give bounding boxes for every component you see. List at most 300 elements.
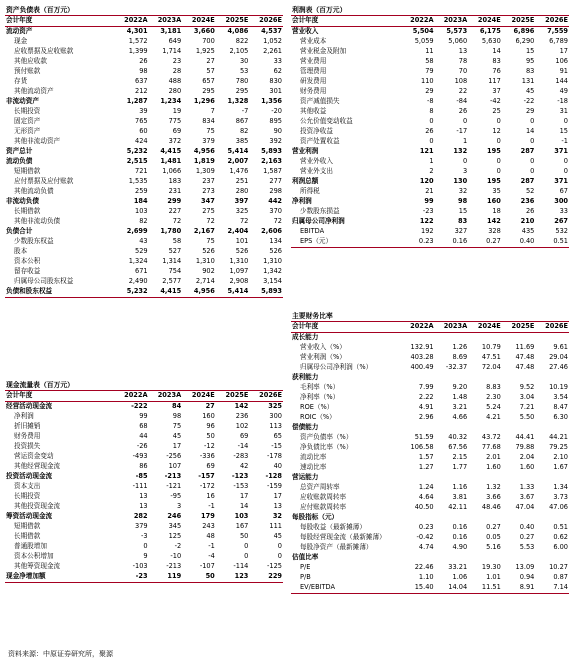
row-value: 0 — [277, 541, 282, 550]
row-value: 29.04 — [549, 352, 568, 361]
row-value: 132 — [453, 146, 468, 155]
row-value: -15 — [271, 441, 282, 450]
row-value: 7 — [210, 106, 215, 115]
row-value: 69 — [206, 461, 215, 470]
row-value: 210 — [520, 216, 535, 225]
row-value: 96 — [206, 421, 215, 430]
row-value: 9.20 — [452, 382, 468, 391]
row-value: 113 — [269, 421, 282, 430]
table-row — [291, 127, 569, 137]
row-label: 短期借款 — [14, 521, 41, 530]
table-row — [291, 157, 569, 167]
row-label: 资本支出 — [14, 481, 41, 490]
row-value: 649 — [168, 36, 182, 45]
row-value: 82 — [239, 126, 249, 135]
row-value: 5.24 — [486, 402, 501, 411]
table-row — [291, 167, 569, 177]
row-value: 2,606 — [261, 226, 282, 235]
row-value: 397 — [234, 196, 249, 205]
row-value: 72.04 — [481, 362, 501, 371]
table-row — [5, 57, 283, 67]
row-value: 0.05 — [486, 532, 501, 541]
row-value: -153 — [233, 481, 249, 490]
row-value: 3,154 — [263, 276, 282, 285]
table-row — [5, 572, 283, 582]
row-value: 8.83 — [486, 382, 501, 391]
row-value: 13 — [139, 491, 148, 500]
table-row — [5, 47, 283, 57]
row-label: EPS（元） — [291, 237, 401, 247]
header-year: 2026E — [249, 391, 283, 402]
row-value: 5,232 — [115, 287, 149, 297]
row-value: 42.11 — [448, 502, 468, 511]
row-value: -23 — [115, 572, 149, 582]
row-label: 营业利润 — [292, 146, 319, 155]
row-value: 0.27 — [486, 522, 501, 531]
row-value: 183 — [168, 176, 182, 185]
row-value: 229 — [249, 572, 283, 582]
row-value: 184 — [133, 196, 148, 205]
row-value: 83 — [492, 56, 501, 65]
row-value: 0 — [530, 166, 535, 175]
row-label: 投资净收益 — [300, 126, 333, 135]
table-row — [291, 117, 569, 127]
row-value: 142 — [234, 401, 249, 410]
row-value: -18 — [557, 96, 568, 105]
row-value: -283 — [233, 451, 249, 460]
row-label: 应付账款周转率 — [300, 502, 347, 511]
row-value: 0.16 — [435, 237, 469, 247]
row-value: 3.66 — [486, 492, 501, 501]
row-label: 折旧摊销 — [14, 421, 41, 430]
row-value: 435 — [521, 226, 535, 235]
row-value: -95 — [170, 491, 182, 500]
table-row — [291, 67, 569, 77]
row-value: 99 — [424, 196, 434, 205]
table-row — [5, 87, 283, 97]
row-value: 9.52 — [519, 382, 535, 391]
row-value: 0.51 — [553, 522, 568, 531]
row-value — [502, 473, 536, 483]
row-value: -336 — [199, 451, 215, 460]
table-row — [5, 277, 283, 287]
row-label: 营运资金变动 — [14, 451, 54, 460]
table-row — [5, 287, 283, 297]
table-row — [291, 343, 569, 353]
row-value: 2,490 — [128, 276, 148, 285]
row-label: 其他应收款 — [14, 56, 47, 65]
row-value: 0 — [563, 166, 568, 175]
row-value: 1,481 — [160, 156, 182, 165]
table-row — [291, 453, 569, 463]
row-value: 4,415 — [160, 146, 182, 155]
row-value: 0 — [530, 136, 535, 145]
row-value: 78 — [458, 56, 468, 65]
row-value: 1,587 — [263, 166, 282, 175]
row-value: 37 — [492, 86, 501, 95]
row-value: 83 — [525, 66, 535, 75]
row-value: 1,310 — [195, 256, 215, 265]
row-label: 每股指标（元） — [292, 512, 339, 521]
row-label: 应收账款周转率 — [300, 492, 347, 501]
row-value: -111 — [132, 481, 148, 490]
row-value: 47.06 — [549, 502, 568, 511]
row-value: 0 — [244, 551, 249, 560]
row-value: 69 — [239, 431, 249, 440]
row-value: 167 — [235, 521, 249, 530]
row-value: 345 — [168, 521, 182, 530]
row-value: 98 — [139, 66, 148, 75]
table-row — [5, 532, 283, 542]
row-label: 现金 — [14, 36, 28, 45]
table-row — [291, 37, 569, 47]
row-value — [435, 332, 469, 342]
row-value: 13 — [139, 501, 148, 510]
row-label: 流动负债 — [6, 156, 33, 165]
row-value: 8.47 — [553, 402, 568, 411]
table-row — [291, 413, 569, 423]
table-row — [291, 177, 569, 187]
row-label: 偿债能力 — [292, 422, 319, 431]
row-value: 0.40 — [502, 237, 536, 247]
row-value: 1,476 — [229, 166, 249, 175]
row-value: 14 — [492, 46, 501, 55]
header-year: 2024E — [182, 16, 216, 27]
row-value: 0.23 — [401, 237, 435, 247]
row-value — [535, 332, 569, 342]
header-year: 2022A — [115, 16, 149, 27]
row-value: 1 — [429, 156, 434, 165]
row-value: 108 — [454, 76, 468, 85]
row-label: 筹资活动现金流 — [6, 511, 53, 520]
ratios-panel — [291, 311, 569, 594]
row-label: 其他非流动资产 — [14, 136, 61, 145]
table-row — [5, 37, 283, 47]
table-row — [5, 257, 283, 267]
row-value: 35 — [492, 186, 501, 195]
row-value: 43.72 — [481, 432, 501, 441]
row-value: 532 — [555, 226, 568, 235]
row-value: 3,660 — [193, 26, 215, 35]
row-value: 4,415 — [149, 287, 183, 297]
row-value — [535, 423, 569, 433]
row-value: 300 — [554, 196, 568, 205]
row-label: 财务费用 — [14, 431, 41, 440]
row-value: 4.91 — [418, 402, 434, 411]
row-value: 4.64 — [418, 492, 434, 501]
row-value: 5,893 — [261, 146, 282, 155]
row-value: 236 — [520, 196, 535, 205]
table-row — [291, 563, 569, 573]
table-row — [5, 237, 283, 247]
row-value: 79 — [425, 66, 434, 75]
row-value — [535, 553, 569, 563]
row-value: 5.16 — [486, 542, 501, 551]
table-row — [5, 401, 283, 411]
row-value: 280 — [168, 86, 182, 95]
row-value: -123 — [231, 471, 249, 480]
row-value: 1.60 — [486, 462, 501, 471]
row-label: 其他收益 — [300, 106, 327, 115]
table-row — [5, 442, 283, 452]
row-value: 26 — [525, 206, 535, 215]
row-value: -3 — [141, 531, 148, 540]
row-value: 1,714 — [162, 46, 182, 55]
row-value: 372 — [168, 136, 182, 145]
table-row — [5, 412, 283, 422]
income-statement-table — [291, 15, 569, 248]
row-value: -1 — [208, 501, 215, 510]
table-row — [5, 67, 283, 77]
row-value: 2,908 — [229, 276, 249, 285]
row-value: 111 — [269, 521, 282, 530]
ratios-title: 主要财务比率 — [292, 312, 333, 320]
row-value: -1 — [208, 541, 215, 550]
header-year: 2026E — [535, 16, 569, 27]
row-value — [502, 553, 536, 563]
row-label: 营业成本 — [300, 36, 327, 45]
row-value: -12 — [204, 441, 215, 450]
row-label: ROE（%） — [300, 402, 334, 411]
row-value: 273 — [202, 186, 215, 195]
row-label: 净负债比率（%） — [300, 442, 353, 451]
table-row — [291, 523, 569, 533]
row-value: 110 — [421, 76, 434, 85]
row-value: 1.16 — [452, 482, 468, 491]
row-value: 123 — [216, 572, 250, 582]
row-value: 7,559 — [547, 26, 568, 35]
row-value: 1,342 — [263, 266, 282, 275]
row-value: 10.79 — [481, 342, 501, 351]
table-row — [5, 227, 283, 237]
row-value: 15.40 — [401, 583, 435, 593]
table-row — [5, 492, 283, 502]
row-value: 32 — [458, 186, 468, 195]
row-value: 0 — [429, 116, 434, 125]
row-value: -7 — [241, 106, 249, 115]
row-value: 0 — [563, 116, 568, 125]
row-label: 长期借款 — [14, 531, 41, 540]
row-value: 19 — [172, 106, 182, 115]
row-label: EBITDA — [300, 226, 325, 235]
table-row — [291, 373, 569, 383]
row-value: 9.61 — [553, 342, 568, 351]
row-value: 75 — [172, 421, 182, 430]
table-row — [291, 147, 569, 157]
row-label: 所得税 — [300, 186, 320, 195]
row-value: 4,086 — [227, 26, 249, 35]
table-row — [291, 543, 569, 553]
row-value: 5,893 — [249, 287, 283, 297]
row-value: 243 — [202, 521, 215, 530]
balance-sheet-panel — [5, 5, 283, 298]
row-value: 1.48 — [452, 392, 468, 401]
row-value: -213 — [166, 561, 182, 570]
row-value: 325 — [235, 206, 249, 215]
row-value: 33 — [273, 56, 282, 65]
row-value: 1 — [462, 136, 468, 145]
row-value: 19.30 — [481, 562, 501, 571]
header-year: 2025E — [502, 322, 536, 333]
row-value: 2,577 — [162, 276, 182, 285]
row-label: 成长能力 — [292, 332, 319, 341]
row-label: ROIC（%） — [300, 412, 336, 421]
row-value: 32 — [272, 511, 282, 520]
header-year: 2023A — [435, 322, 469, 333]
row-value: 300 — [269, 411, 282, 420]
row-value: 3.81 — [452, 492, 468, 501]
row-value: -85 — [135, 471, 148, 480]
row-value: 11.69 — [515, 342, 535, 351]
row-label: 净利润 — [292, 196, 312, 205]
row-value: 4.90 — [452, 542, 468, 551]
row-value: 0 — [143, 541, 148, 550]
row-value: 237 — [202, 176, 215, 185]
row-label: 资产负债率（%） — [300, 432, 353, 441]
row-value: -4 — [208, 551, 215, 560]
row-value: 95 — [525, 56, 535, 65]
row-label: 营业收入（%） — [300, 342, 346, 351]
row-label: 营业费用 — [300, 56, 327, 65]
row-value: 1.01 — [486, 572, 501, 581]
row-value: 298 — [269, 186, 282, 195]
row-value — [435, 513, 469, 523]
row-label: 研发费用 — [300, 76, 327, 85]
row-value: -178 — [267, 451, 282, 460]
row-value: 5,504 — [412, 26, 434, 35]
table-row — [291, 473, 569, 483]
row-value: 277 — [269, 176, 282, 185]
table-row — [291, 513, 569, 523]
header-year: 2023A — [435, 16, 469, 27]
row-value: 1.26 — [452, 342, 468, 351]
row-value: 1,097 — [229, 266, 249, 275]
row-value — [435, 423, 469, 433]
row-value: -23 — [422, 206, 434, 215]
ratios-table — [291, 321, 569, 594]
row-value — [401, 553, 435, 563]
row-value: 3,181 — [160, 26, 182, 35]
row-label: 资产减值损失 — [300, 96, 340, 105]
row-label: 财务费用 — [300, 86, 327, 95]
table-row — [5, 187, 283, 197]
row-value: 44 — [139, 431, 148, 440]
row-value: 67.56 — [448, 442, 468, 451]
row-value: 4,956 — [193, 146, 215, 155]
table-row — [291, 77, 569, 87]
table-row — [291, 423, 569, 433]
row-value: 442 — [268, 196, 282, 205]
row-value: 6.30 — [553, 412, 568, 421]
table-row — [5, 127, 283, 137]
row-value — [401, 473, 435, 483]
table-row — [291, 533, 569, 543]
row-value: 45 — [273, 531, 282, 540]
cash-flow-title: 现金流量表（百万元） — [6, 381, 74, 389]
row-value: 2.01 — [486, 452, 501, 461]
row-value: -20 — [271, 106, 282, 115]
header-year: 2023A — [149, 16, 183, 27]
row-value: 0.23 — [418, 522, 434, 531]
table-row — [291, 383, 569, 393]
row-value: 130 — [453, 176, 468, 185]
row-label: 净利润 — [14, 411, 34, 420]
row-value: 212 — [135, 86, 148, 95]
row-value: 1.57 — [418, 452, 434, 461]
row-value: 31 — [559, 106, 568, 115]
row-value: 14.04 — [435, 583, 469, 593]
row-value: 86 — [139, 461, 148, 470]
row-label: 少数股东权益 — [14, 236, 54, 245]
row-value: 2.22 — [418, 392, 434, 401]
row-value: 1,309 — [195, 166, 215, 175]
row-value: 26 — [425, 126, 434, 135]
header-year: 2022A — [115, 391, 149, 402]
row-value: 160 — [202, 411, 215, 420]
row-value: 40.32 — [448, 432, 468, 441]
row-value: 60 — [139, 126, 148, 135]
row-value — [468, 332, 502, 342]
row-label: 每股收益（最新摊薄） — [300, 522, 366, 531]
row-value: 0 — [244, 541, 249, 550]
row-value: 14 — [239, 501, 249, 510]
table-header-row — [5, 391, 283, 402]
header-label: 会计年度 — [291, 16, 401, 27]
row-label: 营业利润（%） — [300, 352, 346, 361]
row-value: 132.91 — [410, 342, 434, 351]
row-value: 90 — [273, 126, 282, 135]
table-row — [5, 462, 283, 472]
table-row — [291, 87, 569, 97]
row-value: 0 — [429, 136, 434, 145]
row-value: -14 — [237, 441, 249, 450]
row-value — [468, 473, 502, 483]
table-row — [5, 97, 283, 107]
row-value: 1.77 — [452, 462, 468, 471]
row-value: 0 — [496, 156, 501, 165]
row-value: -107 — [199, 561, 215, 570]
row-value: 671 — [135, 266, 148, 275]
row-value: 6.00 — [553, 542, 568, 551]
row-value: 5.53 — [519, 542, 535, 551]
row-value: 1,780 — [160, 226, 182, 235]
row-value: 179 — [201, 511, 215, 520]
source-note: 资料来源：中原证券研究所，聚源 — [8, 650, 113, 658]
row-label: 资产处置收益 — [300, 136, 340, 145]
row-label: 短期借款 — [14, 166, 41, 175]
income-statement-title: 利润表（百万元） — [292, 6, 347, 14]
row-value: 16 — [206, 491, 215, 500]
row-value: 10.27 — [549, 562, 568, 571]
row-value: 30 — [239, 56, 249, 65]
row-value: 42 — [239, 461, 249, 470]
row-value: 0.87 — [553, 572, 568, 581]
row-value: 1,535 — [128, 176, 148, 185]
row-value: 43 — [139, 236, 148, 245]
row-value: 721 — [135, 166, 148, 175]
row-value: -2 — [174, 541, 182, 550]
row-value: 98 — [172, 411, 182, 420]
table-row — [291, 97, 569, 107]
row-value: 17 — [239, 491, 249, 500]
row-value: 526 — [202, 246, 215, 255]
row-label: 流动资产 — [6, 26, 33, 35]
table-row — [5, 472, 283, 482]
row-value: 1,296 — [193, 96, 215, 105]
header-year: 2026E — [249, 16, 283, 27]
table-row — [291, 553, 569, 563]
row-value: 27 — [205, 401, 215, 410]
